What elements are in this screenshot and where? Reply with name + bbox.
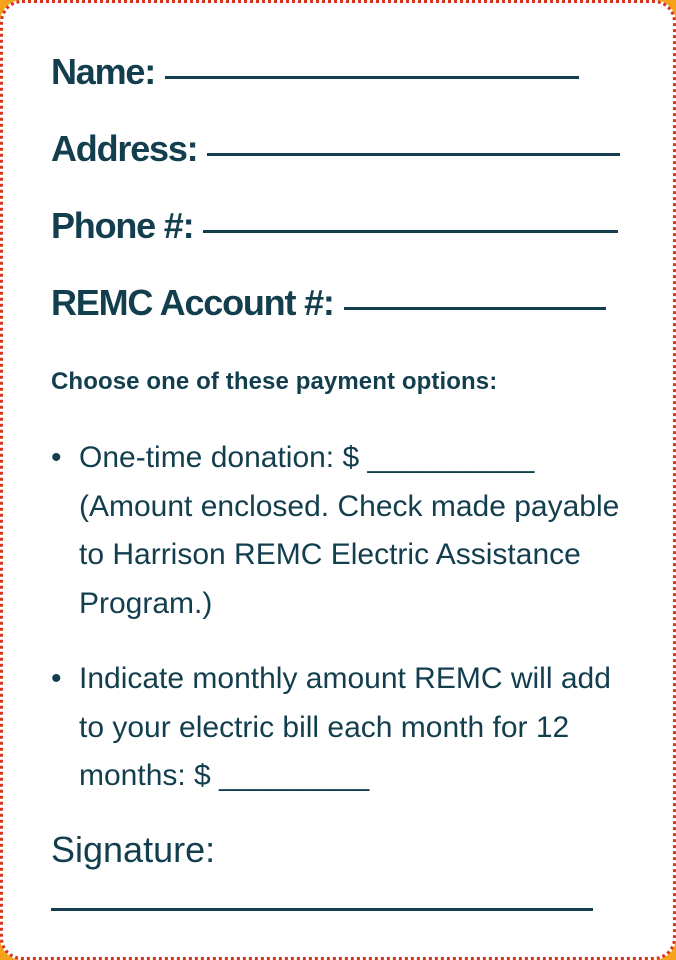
name-row: [51, 51, 579, 93]
phone-row: [51, 205, 618, 247]
option-text: Indicate monthly amount REMC will add to your electric bill each month for 12 months: $ _________: [79, 662, 611, 792]
payment-options-heading: Choose one of these payment options:: [51, 368, 498, 395]
account-row: [51, 282, 606, 324]
address-row: [51, 128, 620, 170]
address-label: Address:: [51, 128, 198, 169]
phone-field-line: [203, 230, 618, 233]
option-one-time-donation: [51, 434, 631, 628]
option-monthly-amount: [51, 655, 631, 801]
option-text: One-time donation: $ __________ (Amount enclosed. Check made payable to Harrison REMC Electric Assistance Program.): [79, 441, 620, 620]
account-field-line: [344, 307, 606, 310]
bullet: •: [51, 441, 62, 474]
bullet: •: [51, 662, 62, 695]
address-field-line: [207, 153, 620, 156]
name-label: Name:: [51, 51, 156, 92]
signature-label: Signature:: [51, 829, 216, 870]
name-field-line: [165, 76, 579, 79]
signature-field-line: [51, 908, 593, 911]
account-label: REMC Account #:: [51, 282, 334, 323]
phone-label: Phone #:: [51, 205, 194, 246]
